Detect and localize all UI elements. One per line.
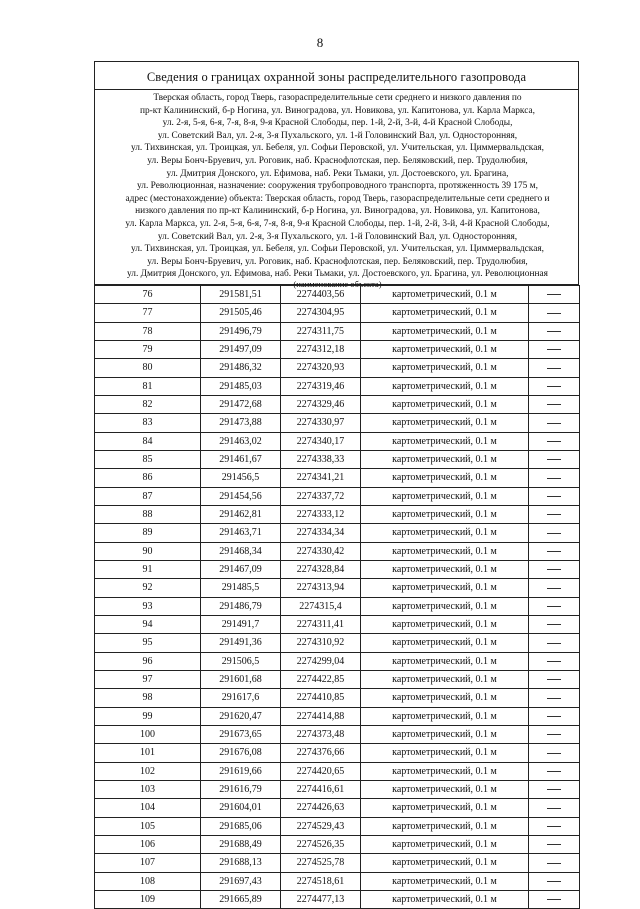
table-row: [95, 799, 580, 817]
y-coordinate-cell: 2274319,46: [281, 377, 361, 395]
description-dash-cell: [529, 340, 580, 358]
method-accuracy-cell: картометрический, 0.1 м: [361, 725, 529, 743]
x-coordinate-cell: 291665,89: [201, 890, 281, 908]
dash-mark: [547, 588, 561, 589]
point-number-cell: 77: [95, 304, 201, 322]
description-dash-cell: [529, 744, 580, 762]
description-dash-cell: [529, 634, 580, 652]
method-accuracy-cell: картометрический, 0.1 м: [361, 597, 529, 615]
dash-mark: [547, 294, 561, 295]
method-accuracy-cell: картометрический, 0.1 м: [361, 469, 529, 487]
description-dash-cell: [529, 725, 580, 743]
description-dash-cell: [529, 322, 580, 340]
table-row: [95, 524, 580, 542]
y-coordinate-cell: 2274341,21: [281, 469, 361, 487]
table-row: [95, 634, 580, 652]
x-coordinate-cell: 291463,71: [201, 524, 281, 542]
method-accuracy-cell: картометрический, 0.1 м: [361, 395, 529, 413]
table-row: [95, 689, 580, 707]
dash-mark: [547, 423, 561, 424]
method-accuracy-cell: картометрический, 0.1 м: [361, 872, 529, 890]
method-accuracy-cell: картометрический, 0.1 м: [361, 799, 529, 817]
point-number-cell: 80: [95, 359, 201, 377]
description-dash-cell: [529, 707, 580, 725]
table-row: [95, 505, 580, 523]
y-coordinate-cell: 2274330,42: [281, 542, 361, 560]
table-row: [95, 835, 580, 853]
table-row: [95, 377, 580, 395]
method-accuracy-cell: картометрический, 0.1 м: [361, 835, 529, 853]
description-dash-cell: [529, 395, 580, 413]
dash-mark: [547, 899, 561, 900]
x-coordinate-cell: 291472,68: [201, 395, 281, 413]
dash-mark: [547, 808, 561, 809]
x-coordinate-cell: 291462,81: [201, 505, 281, 523]
method-accuracy-cell: картометрический, 0.1 м: [361, 450, 529, 468]
description-dash-cell: [529, 304, 580, 322]
description-line: ул. Советский Вал, ул. 2-я, 3-я Пухальского, ул. 1-й Головинский Вал, ул. Односторонняя,: [157, 130, 518, 141]
y-coordinate-cell: 2274403,56: [281, 286, 361, 304]
point-number-cell: 108: [95, 872, 201, 890]
point-number-cell: 79: [95, 340, 201, 358]
y-coordinate-cell: 2274420,65: [281, 762, 361, 780]
point-number-cell: 82: [95, 395, 201, 413]
table-row: [95, 395, 580, 413]
point-number-cell: 98: [95, 689, 201, 707]
dash-mark: [547, 569, 561, 570]
method-accuracy-cell: картометрический, 0.1 м: [361, 780, 529, 798]
y-coordinate-cell: 2274422,85: [281, 670, 361, 688]
table-row: [95, 450, 580, 468]
description-dash-cell: [529, 487, 580, 505]
method-accuracy-cell: картометрический, 0.1 м: [361, 854, 529, 872]
x-coordinate-cell: 291486,32: [201, 359, 281, 377]
description-line: ул. Карла Маркса, ул. 2-я, 5-я, 6-я, 7-я, 8-я, 9-я Красной Слободы, пер. 1-й, 2-й, 3-й, 4-й Красной Слободы,: [125, 218, 550, 229]
dash-mark: [547, 533, 561, 534]
method-accuracy-cell: картометрический, 0.1 м: [361, 744, 529, 762]
x-coordinate-cell: 291485,5: [201, 579, 281, 597]
description-dash-cell: [529, 505, 580, 523]
description-dash-cell: [529, 872, 580, 890]
dash-mark: [547, 514, 561, 515]
description-line: ул. Дмитрия Донского, ул. Ефимова, наб. Реки Тьмаки, ул. Достоевского, ул. Брагина, ул. Революционная: [127, 269, 548, 280]
x-coordinate-cell: 291461,67: [201, 450, 281, 468]
description-line: адрес (местонахождение) объекта: Тверская область, город Тверь, газораспределительные сети среднего и: [125, 193, 550, 204]
point-number-cell: 107: [95, 854, 201, 872]
table-row: [95, 890, 580, 908]
dash-mark: [547, 551, 561, 552]
table-row: [95, 597, 580, 615]
point-number-cell: 102: [95, 762, 201, 780]
title-divider: [95, 89, 578, 90]
x-coordinate-cell: 291467,09: [201, 560, 281, 578]
table-row: [95, 725, 580, 743]
x-coordinate-cell: 291491,36: [201, 634, 281, 652]
table-row: [95, 744, 580, 762]
description-dash-cell: [529, 432, 580, 450]
x-coordinate-cell: 291505,46: [201, 304, 281, 322]
method-accuracy-cell: картометрический, 0.1 м: [361, 340, 529, 358]
method-accuracy-cell: картометрический, 0.1 м: [361, 579, 529, 597]
dash-mark: [547, 459, 561, 460]
description-dash-cell: [529, 854, 580, 872]
description-dash-cell: [529, 579, 580, 597]
x-coordinate-cell: 291486,79: [201, 597, 281, 615]
y-coordinate-cell: 2274320,93: [281, 359, 361, 377]
method-accuracy-cell: картометрический, 0.1 м: [361, 634, 529, 652]
description-dash-cell: [529, 286, 580, 304]
dash-mark: [547, 386, 561, 387]
x-coordinate-cell: 291497,09: [201, 340, 281, 358]
description-line: ул. Тихвинская, ул. Троицкая, ул. Бебеля, ул. Софьи Перовской, ул. Учительская, ул. Циммервальдская,: [130, 244, 545, 255]
x-coordinate-cell: 291581,51: [201, 286, 281, 304]
description-dash-cell: [529, 524, 580, 542]
table-row: [95, 780, 580, 798]
dash-mark: [547, 441, 561, 442]
x-coordinate-cell: 291616,79: [201, 780, 281, 798]
table-row: [95, 286, 580, 304]
table-row: [95, 469, 580, 487]
dash-mark: [547, 844, 561, 845]
y-coordinate-cell: 2274518,61: [281, 872, 361, 890]
x-coordinate-cell: 291485,03: [201, 377, 281, 395]
y-coordinate-cell: 2274373,48: [281, 725, 361, 743]
x-coordinate-cell: 291473,88: [201, 414, 281, 432]
x-coordinate-cell: 291604,01: [201, 799, 281, 817]
dash-mark: [547, 753, 561, 754]
point-number-cell: 78: [95, 322, 201, 340]
method-accuracy-cell: картометрический, 0.1 м: [361, 762, 529, 780]
description-line: ул. 2-я, 5-я, 6-я, 7-я, 8-я, 9-я Красной Слободы, пер. 1-й, 2-й, 3-й, 4-й Красной Слободы,: [162, 118, 513, 129]
x-coordinate-cell: 291454,56: [201, 487, 281, 505]
table-row: [95, 487, 580, 505]
method-accuracy-cell: картометрический, 0.1 м: [361, 524, 529, 542]
point-number-cell: 103: [95, 780, 201, 798]
boundary-coordinates-table: [94, 285, 580, 909]
method-accuracy-cell: картометрический, 0.1 м: [361, 707, 529, 725]
y-coordinate-cell: 2274410,85: [281, 689, 361, 707]
y-coordinate-cell: 2274525,78: [281, 854, 361, 872]
dash-mark: [547, 789, 561, 790]
point-number-cell: 89: [95, 524, 201, 542]
dash-mark: [547, 734, 561, 735]
method-accuracy-cell: картометрический, 0.1 м: [361, 652, 529, 670]
description-line: низкого давления по пр-кт Калининский, б-р Ногина, ул. Виноградова, ул. Новикова, ул. Капитонова,: [135, 206, 540, 217]
table-row: [95, 670, 580, 688]
point-number-cell: 105: [95, 817, 201, 835]
description-dash-cell: [529, 799, 580, 817]
y-coordinate-cell: 2274328,84: [281, 560, 361, 578]
y-coordinate-cell: 2274311,41: [281, 615, 361, 633]
point-number-cell: 93: [95, 597, 201, 615]
description-line: пр-кт Калининский, б-р Ногина, ул. Виноградова, ул. Новикова, ул. Капитонова, ул. Карла Маркса,: [139, 105, 536, 116]
table-row: [95, 340, 580, 358]
dash-mark: [547, 478, 561, 479]
x-coordinate-cell: 291673,65: [201, 725, 281, 743]
y-coordinate-cell: 2274310,92: [281, 634, 361, 652]
y-coordinate-cell: 2274426,63: [281, 799, 361, 817]
description-dash-cell: [529, 560, 580, 578]
description-line: ул. Советский Вал, ул. 2-я, 3-я Пухальского, ул. 1-й Головинский Вал, ул. Односторонняя,: [157, 231, 518, 242]
point-number-cell: 88: [95, 505, 201, 523]
dash-mark: [547, 771, 561, 772]
method-accuracy-cell: картометрический, 0.1 м: [361, 542, 529, 560]
point-number-cell: 94: [95, 615, 201, 633]
point-number-cell: 90: [95, 542, 201, 560]
x-coordinate-cell: 291506,5: [201, 652, 281, 670]
method-accuracy-cell: картометрический, 0.1 м: [361, 560, 529, 578]
x-coordinate-cell: 291688,49: [201, 835, 281, 853]
dash-mark: [547, 679, 561, 680]
dash-mark: [547, 661, 561, 662]
description-dash-cell: [529, 615, 580, 633]
method-accuracy-cell: картометрический, 0.1 м: [361, 890, 529, 908]
y-coordinate-cell: 2274304,95: [281, 304, 361, 322]
x-coordinate-cell: 291601,68: [201, 670, 281, 688]
dash-mark: [547, 826, 561, 827]
description-dash-cell: [529, 359, 580, 377]
y-coordinate-cell: 2274329,46: [281, 395, 361, 413]
point-number-cell: 109: [95, 890, 201, 908]
description-dash-cell: [529, 450, 580, 468]
method-accuracy-cell: картометрический, 0.1 м: [361, 304, 529, 322]
dash-mark: [547, 349, 561, 350]
page-number: 8: [316, 35, 324, 50]
x-coordinate-cell: 291456,5: [201, 469, 281, 487]
description-dash-cell: [529, 890, 580, 908]
y-coordinate-cell: 2274416,61: [281, 780, 361, 798]
description-dash-cell: [529, 689, 580, 707]
description-dash-cell: [529, 469, 580, 487]
table-row: [95, 542, 580, 560]
dash-mark: [547, 331, 561, 332]
x-coordinate-cell: 291620,47: [201, 707, 281, 725]
description-dash-cell: [529, 670, 580, 688]
x-coordinate-cell: 291688,13: [201, 854, 281, 872]
y-coordinate-cell: 2274330,97: [281, 414, 361, 432]
description-dash-cell: [529, 780, 580, 798]
x-coordinate-cell: 291619,66: [201, 762, 281, 780]
point-number-cell: 76: [95, 286, 201, 304]
method-accuracy-cell: картометрический, 0.1 м: [361, 689, 529, 707]
y-coordinate-cell: 2274340,17: [281, 432, 361, 450]
y-coordinate-cell: 2274315,4: [281, 597, 361, 615]
description-line: ул. Революционная, назначение: сооружения трубопроводного транспорта, протяженность 39 175 м,: [137, 181, 538, 192]
object-name-caption: (наименование объекта): [293, 278, 382, 289]
x-coordinate-cell: 291463,02: [201, 432, 281, 450]
section-title: Сведения о границах охранной зоны распределительного газопровода: [146, 70, 527, 84]
point-number-cell: 97: [95, 670, 201, 688]
table-row: [95, 854, 580, 872]
table-row: [95, 762, 580, 780]
point-number-cell: 99: [95, 707, 201, 725]
y-coordinate-cell: 2274338,33: [281, 450, 361, 468]
table-row: [95, 322, 580, 340]
description-dash-cell: [529, 597, 580, 615]
point-number-cell: 84: [95, 432, 201, 450]
point-number-cell: 81: [95, 377, 201, 395]
table-row: [95, 872, 580, 890]
table-row: [95, 652, 580, 670]
description-line: ул. Тихвинская, ул. Троицкая, ул. Бебеля, ул. Софьи Перовской, ул. Учительская, ул. Циммервальдская,: [130, 143, 545, 154]
y-coordinate-cell: 2274333,12: [281, 505, 361, 523]
description-dash-cell: [529, 762, 580, 780]
dash-mark: [547, 698, 561, 699]
description-line: ул. Дмитрия Донского, ул. Ефимова, наб. Реки Тьмаки, ул. Достоевского, ул. Брагина,: [166, 168, 509, 179]
table-row: [95, 304, 580, 322]
description-dash-cell: [529, 542, 580, 560]
x-coordinate-cell: 291697,43: [201, 872, 281, 890]
object-description: [99, 92, 576, 289]
table-row: [95, 579, 580, 597]
object-info-header: [94, 61, 579, 289]
y-coordinate-cell: 2274414,88: [281, 707, 361, 725]
method-accuracy-cell: картометрический, 0.1 м: [361, 322, 529, 340]
point-number-cell: 92: [95, 579, 201, 597]
point-number-cell: 85: [95, 450, 201, 468]
x-coordinate-cell: 291617,6: [201, 689, 281, 707]
method-accuracy-cell: картометрический, 0.1 м: [361, 670, 529, 688]
point-number-cell: 91: [95, 560, 201, 578]
method-accuracy-cell: картометрический, 0.1 м: [361, 432, 529, 450]
table-row: [95, 707, 580, 725]
dash-mark: [547, 606, 561, 607]
dash-mark: [547, 624, 561, 625]
description-dash-cell: [529, 377, 580, 395]
point-number-cell: 87: [95, 487, 201, 505]
x-coordinate-cell: 291468,34: [201, 542, 281, 560]
method-accuracy-cell: картометрический, 0.1 м: [361, 817, 529, 835]
x-coordinate-cell: 291676,08: [201, 744, 281, 762]
x-coordinate-cell: 291496,79: [201, 322, 281, 340]
table-row: [95, 560, 580, 578]
point-number-cell: 83: [95, 414, 201, 432]
point-number-cell: 100: [95, 725, 201, 743]
description-line: ул. Веры Бонч-Бруевич, ул. Роговик, наб. Краснофлотская, пер. Беляковский, пер. Трудолюбия,: [147, 155, 528, 166]
dash-mark: [547, 313, 561, 314]
y-coordinate-cell: 2274313,94: [281, 579, 361, 597]
point-number-cell: 95: [95, 634, 201, 652]
y-coordinate-cell: 2274311,75: [281, 322, 361, 340]
description-line: ул. Веры Бонч-Бруевич, ул. Роговик, наб. Краснофлотская, пер. Беляковский, пер. Трудолюбия,: [147, 256, 528, 267]
description-dash-cell: [529, 835, 580, 853]
dash-mark: [547, 863, 561, 864]
y-coordinate-cell: 2274376,66: [281, 744, 361, 762]
point-number-cell: 86: [95, 469, 201, 487]
method-accuracy-cell: картометрический, 0.1 м: [361, 505, 529, 523]
method-accuracy-cell: картометрический, 0.1 м: [361, 286, 529, 304]
description-dash-cell: [529, 652, 580, 670]
dash-mark: [547, 368, 561, 369]
y-coordinate-cell: 2274529,43: [281, 817, 361, 835]
dash-mark: [547, 643, 561, 644]
method-accuracy-cell: картометрический, 0.1 м: [361, 615, 529, 633]
y-coordinate-cell: 2274312,18: [281, 340, 361, 358]
point-number-cell: 106: [95, 835, 201, 853]
method-accuracy-cell: картометрический, 0.1 м: [361, 359, 529, 377]
description-line: Тверская область, город Тверь, газораспределительные сети среднего и низкого давления по: [153, 93, 522, 103]
method-accuracy-cell: картометрический, 0.1 м: [361, 377, 529, 395]
x-coordinate-cell: 291685,06: [201, 817, 281, 835]
y-coordinate-cell: 2274477,13: [281, 890, 361, 908]
point-number-cell: 96: [95, 652, 201, 670]
table-row: [95, 432, 580, 450]
y-coordinate-cell: 2274334,34: [281, 524, 361, 542]
point-number-cell: 101: [95, 744, 201, 762]
description-dash-cell: [529, 817, 580, 835]
dash-mark: [547, 496, 561, 497]
table-row: [95, 615, 580, 633]
method-accuracy-cell: картометрический, 0.1 м: [361, 414, 529, 432]
table-row: [95, 414, 580, 432]
dash-mark: [547, 404, 561, 405]
dash-mark: [547, 716, 561, 717]
table-row: [95, 359, 580, 377]
dash-mark: [547, 881, 561, 882]
table-row: [95, 817, 580, 835]
description-dash-cell: [529, 414, 580, 432]
coordinates-table-body: [95, 286, 580, 909]
x-coordinate-cell: 291491,7: [201, 615, 281, 633]
method-accuracy-cell: картометрический, 0.1 м: [361, 487, 529, 505]
y-coordinate-cell: 2274299,04: [281, 652, 361, 670]
y-coordinate-cell: 2274337,72: [281, 487, 361, 505]
point-number-cell: 104: [95, 799, 201, 817]
y-coordinate-cell: 2274526,35: [281, 835, 361, 853]
